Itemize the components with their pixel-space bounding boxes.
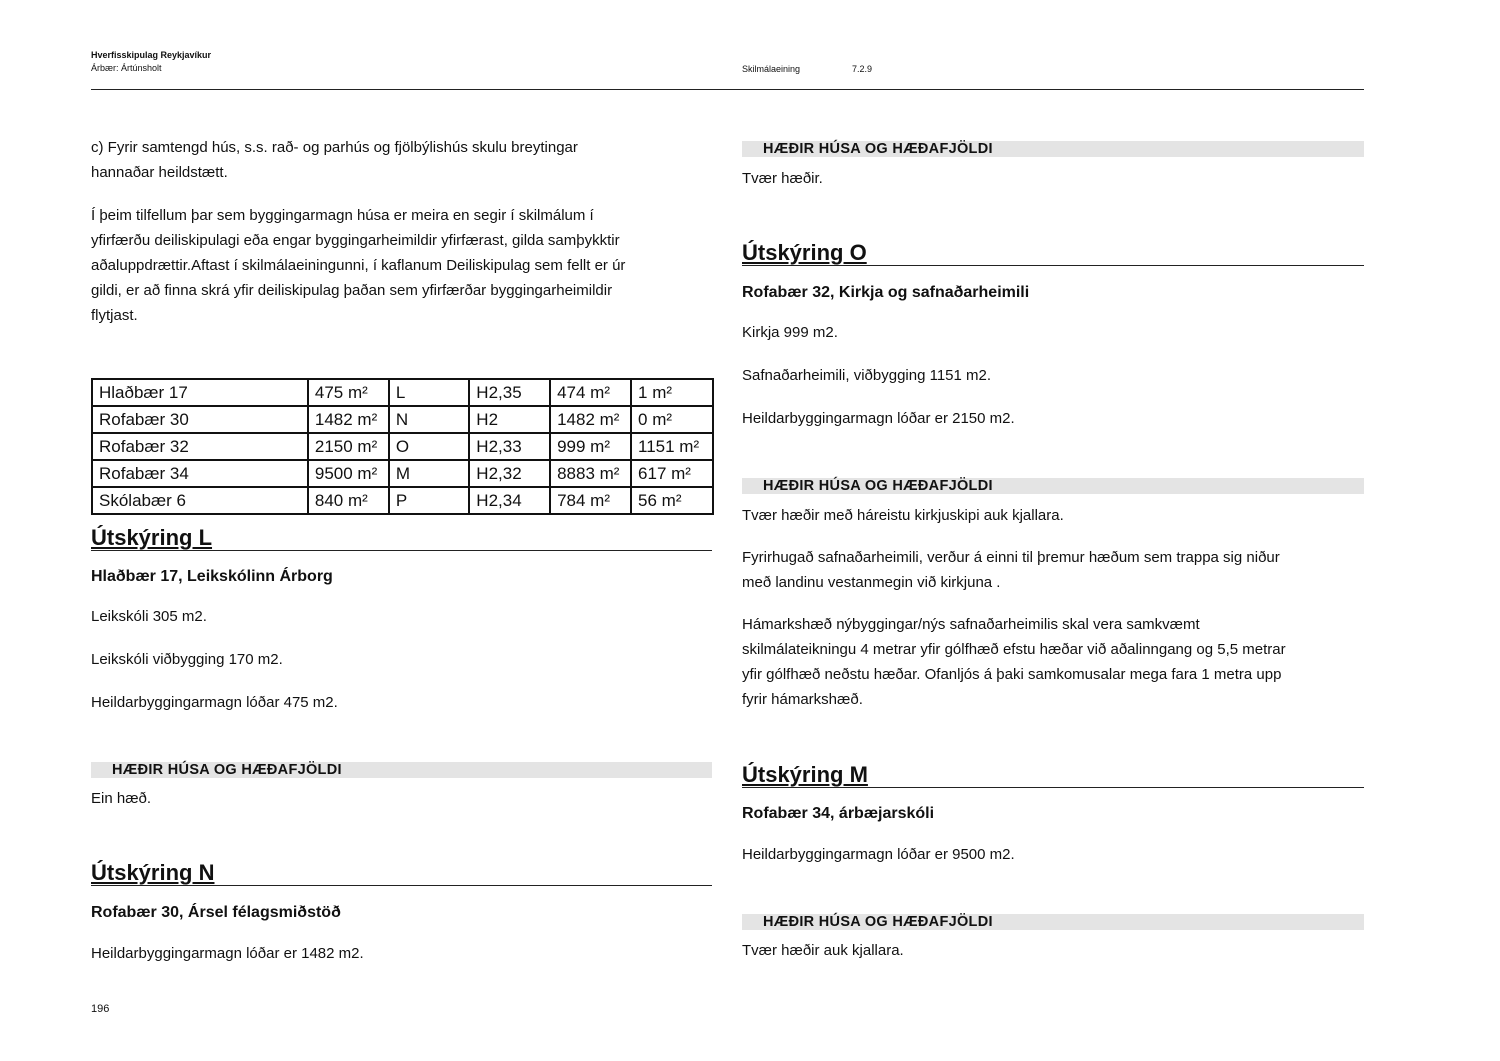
- paragraph-hamarkshaed: [742, 612, 1362, 712]
- text-line: yfir gólfhæð neðstu hæðar. Ofanljós á þaki samkomusalar mega fara 1 metra upp: [742, 666, 1282, 683]
- table-cell: 1151 m²: [631, 433, 713, 460]
- table-cell: P: [389, 487, 469, 514]
- section-bar-heights: HÆÐIR HÚSA OG HÆÐAFJÖLDI: [742, 478, 1364, 494]
- text-line: Safnaðarheimili, viðbygging 1151 m2.: [742, 367, 992, 384]
- text-line: Leikskóli 305 m2.: [91, 608, 207, 625]
- table-cell: H2,32: [469, 460, 550, 487]
- section-bar-heights: HÆÐIR HÚSA OG HÆÐAFJÖLDI: [91, 762, 712, 778]
- header-section: Skilmálaeining: [742, 64, 801, 74]
- section-bar-heights: HÆÐIR HÚSA OG HÆÐAFJÖLDI: [742, 141, 1364, 157]
- table-row: [92, 406, 713, 433]
- table-cell: 784 m²: [550, 487, 631, 514]
- table-cell: 840 m²: [308, 487, 389, 514]
- header-subtitle: Árbær: Ártúnsholt: [91, 63, 162, 73]
- text-line: Heildarbyggingarmagn lóðar er 1482 m2.: [91, 945, 364, 962]
- table-cell: 0 m²: [631, 406, 713, 433]
- text-line: Tvær hæðir auk kjallara.: [742, 942, 904, 959]
- heading-utskyring-m: Útskýring M: [742, 763, 1364, 788]
- header-title: Hverfisskipulag Reykjavíkur: [91, 50, 212, 60]
- header-section-number: 7.2.9: [852, 64, 873, 74]
- text-line: fyrir hámarkshæð.: [742, 691, 863, 708]
- table-cell: 2150 m²: [308, 433, 389, 460]
- section-bar-heights: HÆÐIR HÚSA OG HÆÐAFJÖLDI: [742, 914, 1364, 930]
- table-cell: L: [389, 379, 469, 406]
- table-cell: H2,35: [469, 379, 550, 406]
- heading-utskyring-o: Útskýring O: [742, 241, 1364, 266]
- text-line: Heildarbyggingarmagn lóðar er 9500 m2.: [742, 846, 1015, 863]
- text-line: með landinu vestanmegin við kirkjuna .: [742, 574, 1001, 591]
- table-cell: Rofabær 34: [92, 460, 308, 487]
- table-cell: 1482 m²: [308, 406, 389, 433]
- header-divider: [91, 89, 1364, 90]
- table-cell: 9500 m²: [308, 460, 389, 487]
- table-cell: 617 m²: [631, 460, 713, 487]
- subheading-rofabaer-30: Rofabær 30, Ársel félagsmiðstöð: [91, 904, 341, 921]
- text-line: skilmálateikningu 4 metrar yfir gólfhæð efstu hæðar við aðalinngang og 5,5 metrar: [742, 641, 1286, 658]
- page-number: 196: [91, 1003, 110, 1015]
- paragraph-safnadarheimili: [742, 545, 1362, 595]
- text-line: Leikskóli viðbygging 170 m2.: [91, 651, 283, 668]
- text-line: aðaluppdrættir.Aftast í skilmálaeiningunni, í kaflanum Deiliskipulag sem fellt er úr: [91, 257, 626, 274]
- table-cell: 8883 m²: [550, 460, 631, 487]
- table-cell: Hlaðbær 17: [92, 379, 308, 406]
- table-cell: Rofabær 32: [92, 433, 308, 460]
- building-table: [91, 378, 714, 515]
- table-row: [92, 487, 713, 514]
- heading-utskyring-l: Útskýring L: [91, 526, 712, 551]
- text-line: Í þeim tilfellum þar sem byggingarmagn húsa er meira en segir í skilmálum í: [91, 207, 594, 224]
- table-cell: H2,33: [469, 433, 550, 460]
- text-line: Ein hæð.: [91, 790, 152, 807]
- table-cell: M: [389, 460, 469, 487]
- text-line: flytjast.: [91, 307, 138, 324]
- text-line: Tvær hæðir.: [742, 170, 823, 187]
- table-row: [92, 460, 713, 487]
- table-row: [92, 379, 713, 406]
- table-cell: 475 m²: [308, 379, 389, 406]
- table-cell: Skólabær 6: [92, 487, 308, 514]
- table-cell: 56 m²: [631, 487, 713, 514]
- text-line: Kirkja 999 m2.: [742, 324, 838, 341]
- table-cell: 1482 m²: [550, 406, 631, 433]
- paragraph-c: [91, 135, 691, 185]
- table-row: [92, 433, 713, 460]
- text-line: Fyrirhugað safnaðarheimili, verður á einni til þremur hæðum sem trappa sig niður: [742, 549, 1280, 566]
- text-line: yfirfærðu deiliskipulagi eða engar byggingarheimildir yfirfærast, gilda samþykktir: [91, 232, 620, 249]
- text-line: Heildarbyggingarmagn lóðar er 2150 m2.: [742, 410, 1015, 427]
- table-cell: 1 m²: [631, 379, 713, 406]
- subheading-rofabaer-32: Rofabær 32, Kirkja og safnaðarheimili: [742, 284, 1030, 301]
- text-line: c) Fyrir samtengd hús, s.s. rað- og parhús og fjölbýlishús skulu breytingar: [91, 139, 578, 156]
- paragraph-rules: [91, 203, 731, 328]
- table-cell: Rofabær 30: [92, 406, 308, 433]
- text-line: Tvær hæðir með háreistu kirkjuskipi auk kjallara.: [742, 507, 1064, 524]
- heading-utskyring-n: Útskýring N: [91, 861, 712, 886]
- table-cell: H2,34: [469, 487, 550, 514]
- table-cell: 999 m²: [550, 433, 631, 460]
- subheading-rofabaer-34: Rofabær 34, árbæjarskóli: [742, 805, 935, 822]
- text-line: gildi, er að finna skrá yfir deiliskipulag þaðan sem yfirfærðar byggingarheimildir: [91, 282, 613, 299]
- table-cell: 474 m²: [550, 379, 631, 406]
- table-cell: N: [389, 406, 469, 433]
- table-cell: H2: [469, 406, 550, 433]
- text-line: Heildarbyggingarmagn lóðar 475 m2.: [91, 694, 338, 711]
- text-line: Hámarkshæð nýbyggingar/nýs safnaðarheimilis skal vera samkvæmt: [742, 616, 1200, 633]
- text-line: hannaðar heildstætt.: [91, 164, 228, 181]
- table-cell: O: [389, 433, 469, 460]
- subheading-hladbaer-17: Hlaðbær 17, Leikskólinn Árborg: [91, 568, 333, 585]
